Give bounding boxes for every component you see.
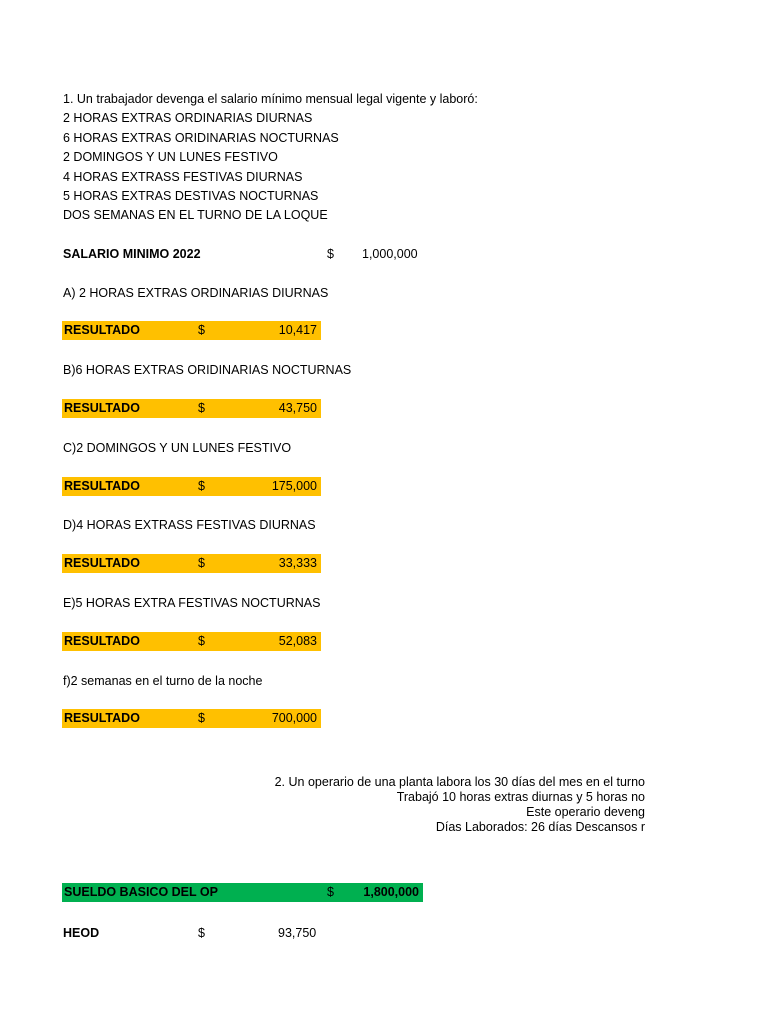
- result-currency: $: [198, 323, 205, 337]
- intro-line: 5 HORAS EXTRAS DESTIVAS NOCTURNAS: [63, 188, 319, 203]
- result-value: 175,000: [271, 479, 317, 493]
- result-value: 43,750: [278, 401, 317, 415]
- problem2-text: Este operario deveng: [526, 805, 645, 819]
- item-heading: E)5 HORAS EXTRA FESTIVAS NOCTURNAS: [63, 596, 321, 610]
- result-currency: $: [198, 711, 205, 725]
- problem1-intro: [63, 90, 478, 226]
- result-label: RESULTADO: [64, 323, 140, 337]
- result-currency: $: [198, 556, 205, 570]
- result-label: RESULTADO: [64, 634, 140, 648]
- result-bar: [62, 554, 321, 573]
- result-currency: $: [198, 479, 205, 493]
- intro-line: 2 DOMINGOS Y UN LUNES FESTIVO: [63, 150, 278, 165]
- sueldo-currency: $: [327, 885, 334, 899]
- sueldo-value: 1,800,000: [363, 885, 419, 899]
- intro-line: 2 HORAS EXTRAS ORDINARIAS DIURNAS: [63, 111, 313, 126]
- problem2-line: [150, 790, 645, 806]
- intro-line: 1. Un trabajador devenga el salario mínimo mensual legal vigente y laboró:: [63, 92, 478, 106]
- heod-value: 93,750: [278, 926, 317, 940]
- sueldo-bar: [62, 883, 423, 902]
- result-bar: [62, 632, 321, 651]
- result-bar: [62, 709, 321, 728]
- result-label: RESULTADO: [64, 401, 140, 415]
- intro-line: 6 HORAS EXTRAS ORIDINARIAS NOCTURNAS: [63, 130, 339, 145]
- intro-line: 4 HORAS EXTRASS FESTIVAS DIURNAS: [63, 169, 303, 184]
- result-value: 700,000: [271, 711, 317, 725]
- result-bar: [62, 477, 321, 496]
- problem2-text: Días Laborados: 26 días Descansos r: [435, 820, 645, 834]
- intro-line: DOS SEMANAS EN EL TURNO DE LA LOQUE: [63, 208, 328, 223]
- result-value: 33,333: [278, 556, 317, 570]
- result-label: RESULTADO: [64, 556, 140, 570]
- result-currency: $: [198, 634, 205, 648]
- result-label: RESULTADO: [64, 479, 140, 493]
- item-heading: D)4 HORAS EXTRASS FESTIVAS DIURNAS: [63, 518, 316, 532]
- item-heading: A) 2 HORAS EXTRAS ORDINARIAS DIURNAS: [63, 286, 329, 300]
- result-bar: [62, 399, 321, 418]
- item-heading: f)2 semanas en el turno de la noche: [63, 674, 263, 688]
- result-bar: [62, 321, 321, 340]
- sueldo-label: SUELDO BASICO DEL OP: [64, 885, 218, 899]
- salario-currency: $: [327, 247, 334, 261]
- problem2-text: 2. Un operario de una planta labora los 30 días del mes en el turno: [274, 775, 645, 789]
- item-heading: C)2 DOMINGOS Y UN LUNES FESTIVO: [63, 441, 292, 455]
- result-label: RESULTADO: [64, 711, 140, 725]
- result-value: 10,417: [278, 323, 317, 337]
- salario-label: SALARIO MINIMO 2022: [63, 247, 201, 261]
- result-value: 52,083: [278, 634, 317, 648]
- salario-value: 1,000,000: [362, 247, 418, 261]
- heod-label: HEOD: [63, 926, 100, 940]
- problem2-line: [150, 805, 645, 821]
- result-currency: $: [198, 401, 205, 415]
- problem2-line: [150, 775, 645, 791]
- problem2-text: Trabajó 10 horas extras diurnas y 5 horas no: [396, 790, 645, 804]
- item-heading: B)6 HORAS EXTRAS ORIDINARIAS NOCTURNAS: [63, 363, 352, 377]
- heod-currency: $: [198, 926, 205, 940]
- problem2-line: [150, 820, 645, 836]
